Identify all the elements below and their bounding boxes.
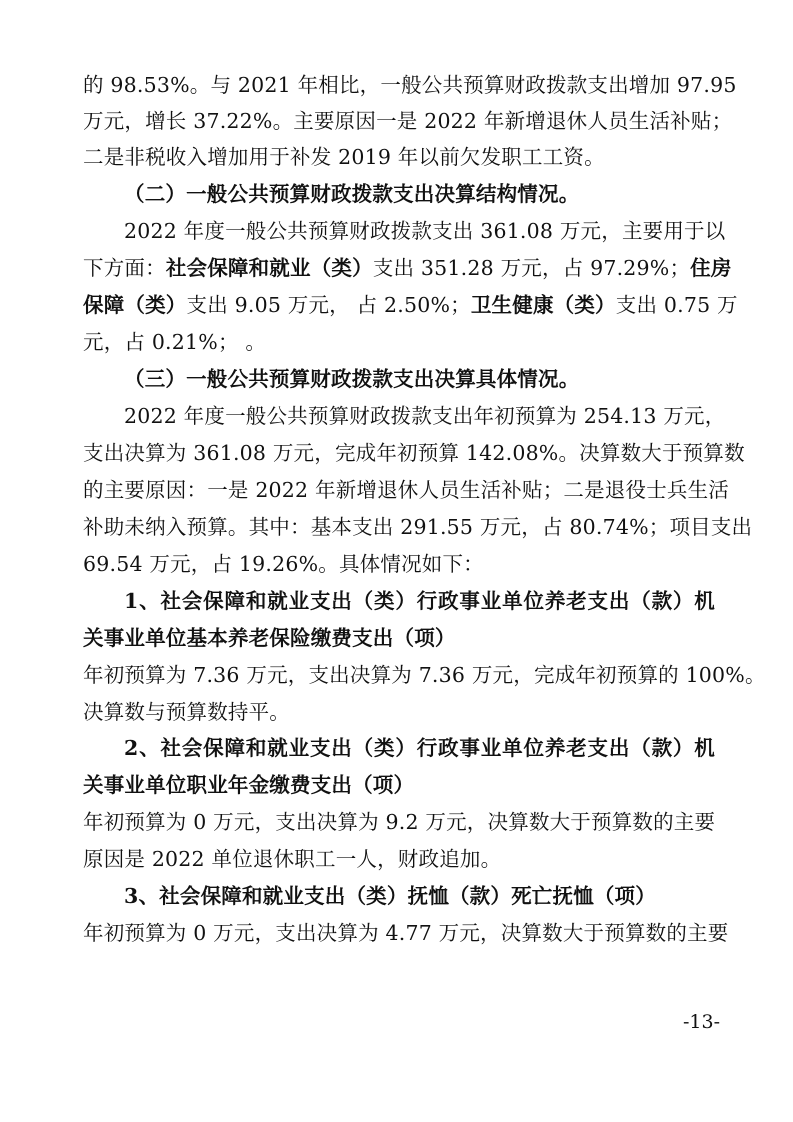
bold-text-segment: 关事业单位职业年金缴费支出（项） xyxy=(83,773,415,797)
text-segment: 年初预算为 7.36 万元，支出决算为 7.36 万元，完成年初预算的 100%。 xyxy=(83,663,766,687)
bold-text-segment: 1、社会保障和就业支出（类）行政事业单位养老支出（款）机 xyxy=(124,589,715,613)
text-segment: 支出 0.75 万 xyxy=(615,293,738,317)
text-line-16 xyxy=(83,621,715,655)
bold-text-segment: （二）一般公共预算财政拨款支出决算结构情况。 xyxy=(124,182,580,206)
text-line-4 xyxy=(124,177,715,211)
text-line-10 xyxy=(124,399,726,433)
text-line-1 xyxy=(83,68,737,102)
text-line-11 xyxy=(83,436,745,470)
text-segment: 决算数与预算数持平。 xyxy=(83,700,290,724)
text-segment: 支出 351.28 万元，占 97.29%； xyxy=(372,256,691,280)
text-line-2 xyxy=(83,104,733,138)
bold-text-segment: 卫生健康（类） xyxy=(470,293,616,317)
text-segment: 支出决算为 361.08 万元，完成年初预算 142.08%。决算数大于预算数 xyxy=(83,441,745,465)
text-line-22 xyxy=(83,842,715,876)
text-line-12 xyxy=(83,473,730,507)
text-line-7 xyxy=(83,288,738,322)
text-line-6 xyxy=(83,251,732,285)
bold-text-segment: 社会保障和就业（类） xyxy=(165,256,373,280)
text-line-3 xyxy=(83,140,715,174)
text-line-8 xyxy=(83,325,715,359)
text-segment: 年初预算为 0 万元，支出决算为 9.2 万元，决算数大于预算数的主要 xyxy=(83,810,716,834)
text-line-24 xyxy=(83,916,729,950)
text-line-5 xyxy=(124,214,726,248)
bold-text-segment: 3、社会保障和就业支出（类）抚恤（款）死亡抚恤（项） xyxy=(124,884,656,908)
text-segment: 年初预算为 0 万元，支出决算为 4.77 万元，决算数大于预算数的主要 xyxy=(83,921,729,945)
text-line-19 xyxy=(124,731,715,765)
text-line-9 xyxy=(124,362,715,396)
text-segment: 二是非税收入增加用于补发 2019 年以前欠发职工工资。 xyxy=(83,145,605,169)
text-line-20 xyxy=(83,768,715,802)
text-line-21 xyxy=(83,805,715,839)
text-line-14 xyxy=(83,547,715,581)
page-number: -13- xyxy=(682,1011,720,1033)
text-segment: 补助未纳入预算。其中：基本支出 291.55 万元，占 80.74%；项目支出 xyxy=(83,515,753,539)
bold-text-segment: 2、社会保障和就业支出（类）行政事业单位养老支出（款）机 xyxy=(124,736,715,760)
text-line-15 xyxy=(124,584,715,618)
bold-text-segment: 关事业单位基本养老保险缴费支出（项） xyxy=(83,626,456,650)
text-segment: 2022 年度一般公共预算财政拨款支出 361.08 万元，主要用于以 xyxy=(124,219,726,243)
text-segment: 69.54 万元，占 19.26%。具体情况如下： xyxy=(83,552,484,576)
text-segment: 支出 9.05 万元， 占 2.50%； xyxy=(186,293,471,317)
text-segment: 下方面： xyxy=(83,256,166,280)
text-segment: 原因是 2022 单位退休职工一人，财政追加。 xyxy=(83,847,502,871)
bold-text-segment: 保障（类） xyxy=(83,293,187,317)
text-segment: 万元，增长 37.22%。主要原因一是 2022 年新增退休人员生活补贴； xyxy=(83,109,733,133)
text-segment: 2022 年度一般公共预算财政拨款支出年初预算为 254.13 万元， xyxy=(124,404,726,428)
text-line-13 xyxy=(83,510,753,544)
text-segment: 的主要原因：一是 2022 年新增退休人员生活补贴；二是退役士兵生活 xyxy=(83,478,730,502)
text-line-17 xyxy=(83,658,766,692)
text-segment: 的 98.53%。与 2021 年相比，一般公共预算财政拨款支出增加 97.95 xyxy=(83,73,737,97)
text-line-23 xyxy=(124,879,715,913)
text-line-18 xyxy=(83,695,715,729)
text-segment: 元，占 0.21%； 。 xyxy=(83,330,267,354)
bold-text-segment: 住房 xyxy=(690,256,732,280)
bold-text-segment: （三）一般公共预算财政拨款支出决算具体情况。 xyxy=(124,367,580,391)
